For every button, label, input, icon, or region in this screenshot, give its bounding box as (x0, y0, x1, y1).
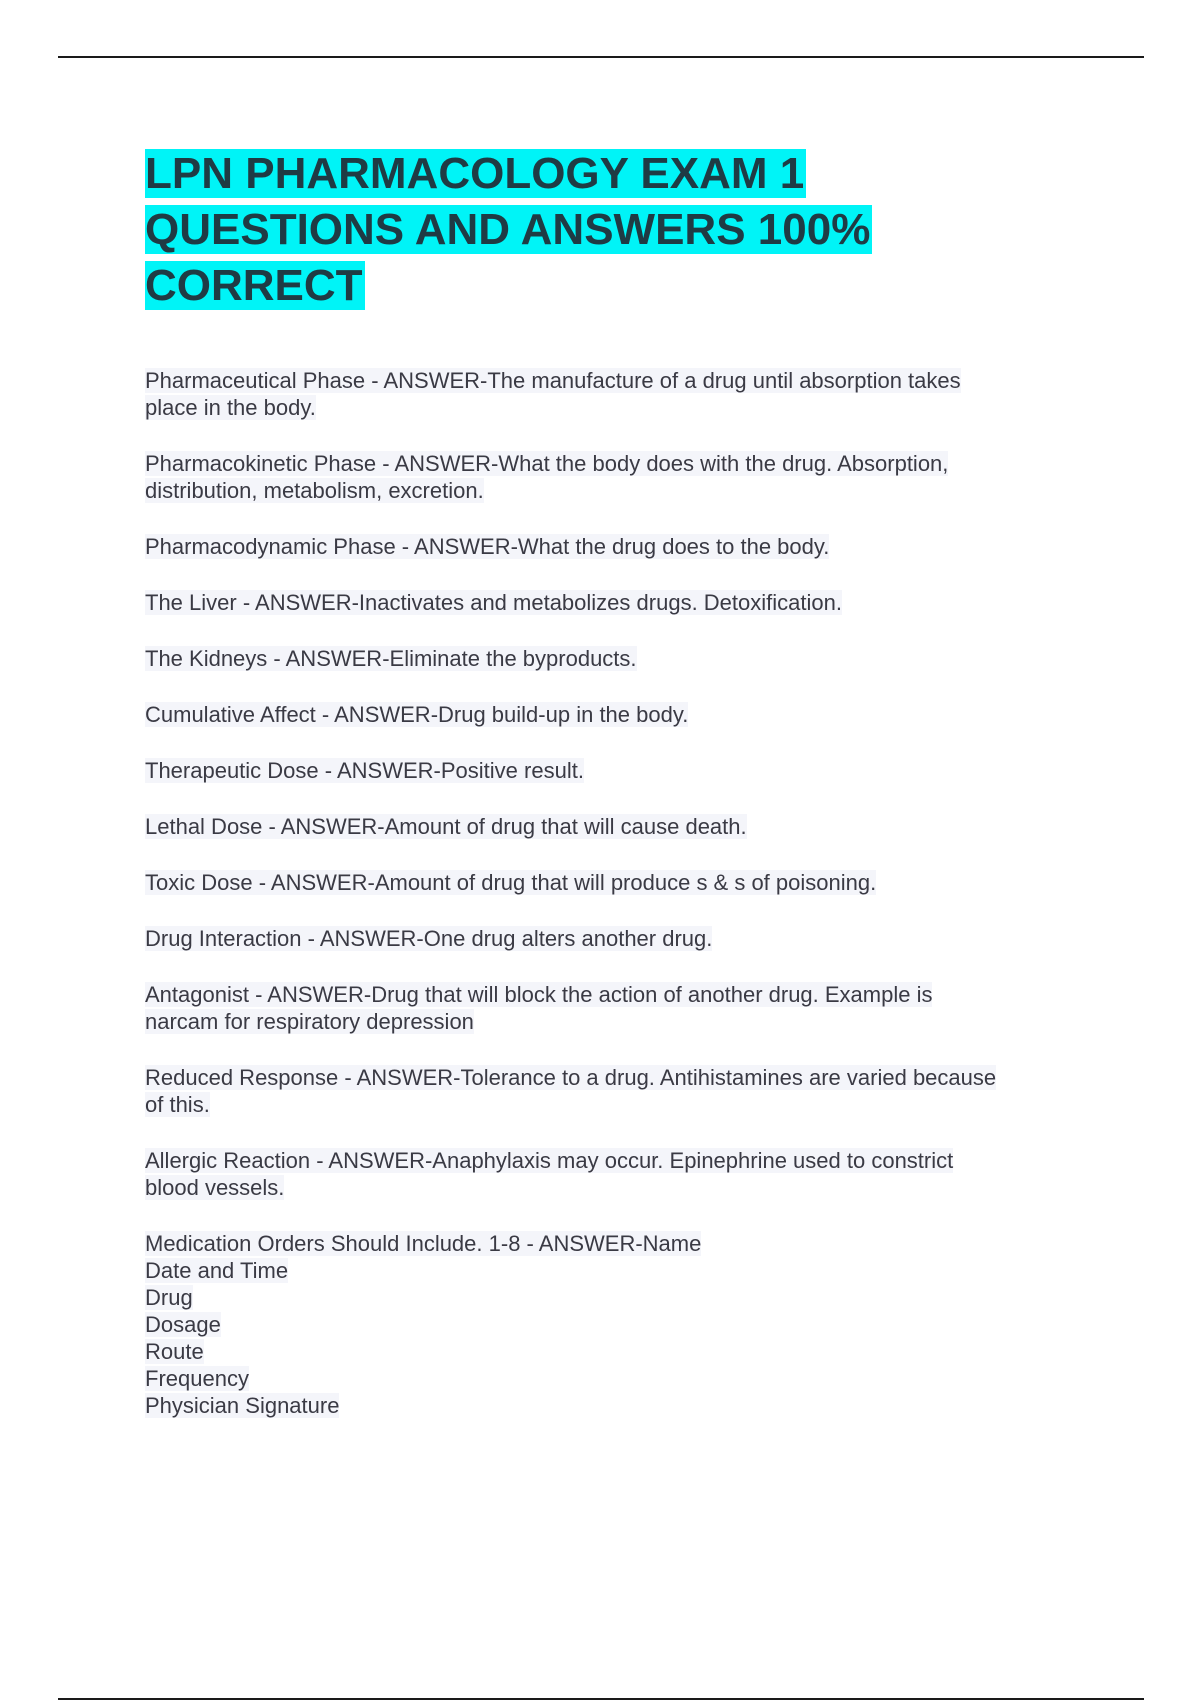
qa-item-allergic-reaction (145, 1147, 1095, 1201)
qa-item-reduced-response (145, 1064, 1095, 1118)
qa-text: Pharmacodynamic Phase - ANSWER-What the drug does to the body. (145, 534, 830, 559)
qa-text: Dosage (145, 1312, 221, 1337)
qa-text: Pharmaceutical Phase - ANSWER-The manufacture of a drug until absorption takes (145, 368, 961, 393)
qa-text: place in the body. (145, 395, 316, 420)
qa-item-therapeutic-dose (145, 757, 1095, 784)
qa-item-lethal-dose (145, 813, 1095, 840)
qa-item-the-liver (145, 589, 1095, 616)
qa-item-toxic-dose (145, 869, 1095, 896)
qa-text: Frequency (145, 1366, 249, 1391)
qa-text: Route (145, 1339, 204, 1364)
qa-text: Toxic Dose - ANSWER-Amount of drug that will produce s & s of poisoning. (145, 870, 877, 895)
qa-item-antagonist (145, 981, 1095, 1035)
qa-text: blood vessels. (145, 1175, 285, 1200)
qa-text: Pharmacokinetic Phase - ANSWER-What the body does with the drug. Absorption, (145, 451, 949, 476)
page-title (145, 146, 1045, 314)
title-line-2: QUESTIONS AND ANSWERS 100% (145, 205, 871, 254)
qa-text: Date and Time (145, 1258, 289, 1283)
qa-list (145, 367, 1095, 1448)
title-line-1: LPN PHARMACOLOGY EXAM 1 (145, 149, 805, 198)
qa-text: Cumulative Affect - ANSWER-Drug build-up in the body. (145, 702, 689, 727)
qa-item-medication-orders (145, 1230, 1095, 1419)
qa-text: Lethal Dose - ANSWER-Amount of drug that will cause death. (145, 814, 747, 839)
qa-item-the-kidneys (145, 645, 1095, 672)
qa-text: The Liver - ANSWER-Inactivates and metabolizes drugs. Detoxification. (145, 590, 842, 615)
qa-item-pharmacokinetic-phase (145, 450, 1095, 504)
qa-item-pharmaceutical-phase (145, 367, 1095, 421)
qa-text: Therapeutic Dose - ANSWER-Positive result. (145, 758, 584, 783)
title-line-3: CORRECT (145, 261, 363, 310)
qa-item-pharmacodynamic-phase (145, 533, 1095, 560)
qa-text: Reduced Response - ANSWER-Tolerance to a drug. Antihistamines are varied because (145, 1065, 997, 1090)
qa-text: narcam for respiratory depression (145, 1009, 474, 1034)
qa-text: Drug (145, 1285, 193, 1310)
qa-item-cumulative-affect (145, 701, 1095, 728)
qa-text: of this. (145, 1092, 210, 1117)
header-rule (58, 56, 1144, 58)
qa-text: Physician Signature (145, 1393, 340, 1418)
qa-text: Antagonist - ANSWER-Drug that will block the action of another drug. Example is (145, 982, 933, 1007)
qa-text: Allergic Reaction - ANSWER-Anaphylaxis may occur. Epinephrine used to constrict (145, 1148, 954, 1173)
qa-text: Medication Orders Should Include. 1-8 - ANSWER-Name (145, 1231, 702, 1256)
qa-text: Drug Interaction - ANSWER-One drug alters another drug. (145, 926, 713, 951)
qa-text: The Kidneys - ANSWER-Eliminate the byproducts. (145, 646, 637, 671)
qa-item-drug-interaction (145, 925, 1095, 952)
qa-text: distribution, metabolism, excretion. (145, 478, 484, 503)
